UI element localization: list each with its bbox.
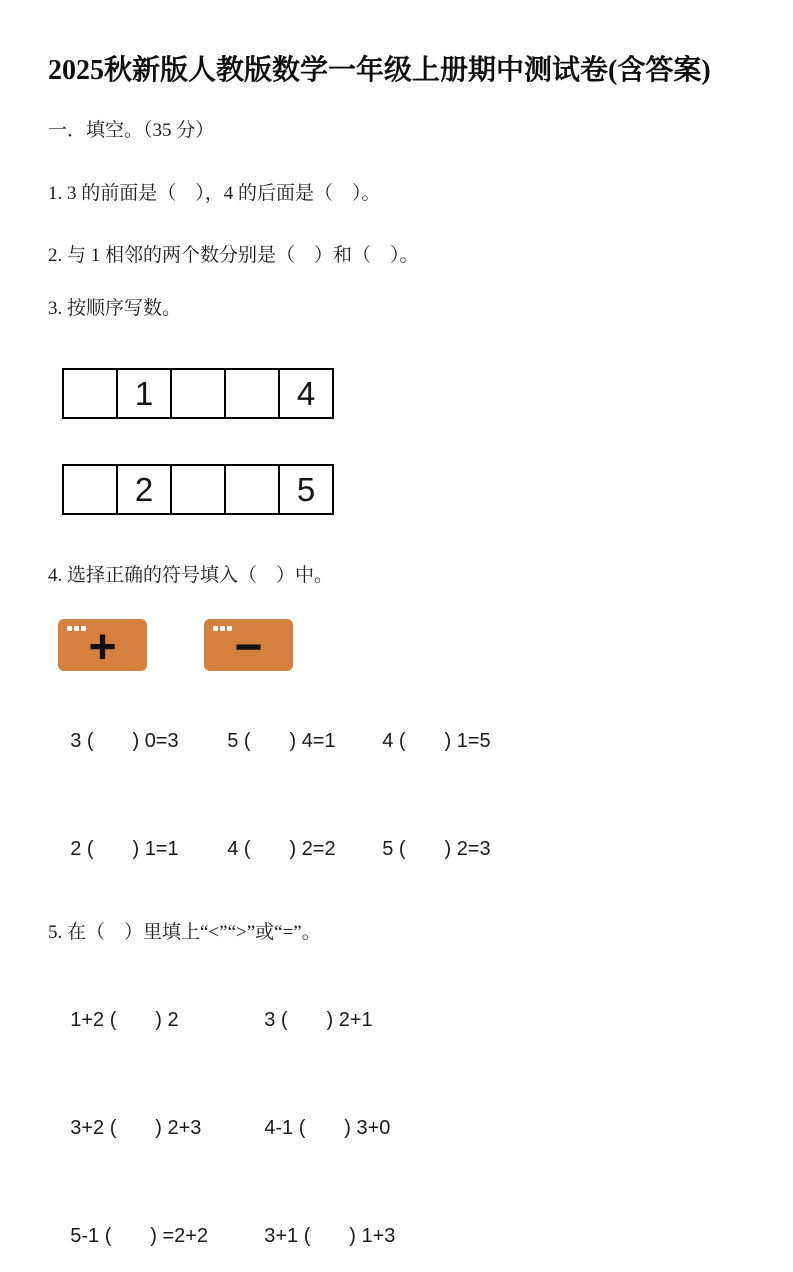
table-cell [171, 369, 225, 418]
card-dots-icon [213, 626, 232, 631]
plus-symbol-card: + [58, 619, 147, 671]
symbol-cards [58, 619, 755, 674]
table-cell [63, 369, 117, 418]
equation: 5 ( ) 2=3 [382, 838, 491, 860]
sequence-table-1 [62, 368, 334, 419]
table-cell: 4 [279, 369, 333, 418]
equation-row-2 [48, 813, 755, 885]
minus-symbol-card: − [204, 619, 293, 671]
equation: 2 ( ) 1=1 [70, 838, 179, 860]
comparison: 3+1 ( ) 1+3 [264, 1225, 396, 1247]
comparison: 3 ( ) 2+1 [264, 1009, 373, 1031]
equation: 5 ( ) 4=1 [227, 730, 336, 752]
table-cell: 2 [117, 465, 171, 514]
question-4: 4. 选择正确的符号填入（ ）中。 [48, 565, 334, 586]
sequence-table-2 [62, 464, 334, 515]
card-dots-icon [67, 626, 86, 631]
equation: 4 ( ) 2=2 [227, 838, 336, 860]
section-one-heading: 一．填空。（35 分） [48, 120, 215, 141]
table-row [63, 369, 333, 418]
comparison: 1+2 ( ) 2 [70, 1009, 179, 1031]
comparison: 4-1 ( ) 3+0 [264, 1117, 391, 1139]
comparison: 3+2 ( ) 2+3 [70, 1117, 202, 1139]
table-cell: 1 [117, 369, 171, 418]
page-title: 2025秋新版人教版数学一年级上册期中测试卷(含答案) [48, 55, 711, 86]
comparison-row-1 [48, 984, 755, 1056]
equation: 3 ( ) 0=3 [70, 730, 179, 752]
table-cell [63, 465, 117, 514]
question-3: 3. 按顺序写数。 [48, 298, 182, 319]
table-row [63, 465, 333, 514]
table-cell [225, 465, 279, 514]
equation-row-1 [48, 705, 755, 777]
equation: 4 ( ) 1=5 [382, 730, 491, 752]
table-cell [171, 465, 225, 514]
table-cell [225, 369, 279, 418]
comparison-row-3 [48, 1200, 755, 1272]
question-2: 2. 与 1 相邻的两个数分别是（ ）和（ ）。 [48, 245, 419, 266]
comparison-row-2 [48, 1092, 755, 1164]
question-1: 1. 3 的前面是（ ），4 的后面是（ ）。 [48, 183, 381, 204]
comparison: 5-1 ( ) =2+2 [70, 1225, 209, 1247]
table-cell: 5 [279, 465, 333, 514]
question-5: 5. 在（ ）里填上“<”“>”或“=”。 [48, 922, 321, 943]
